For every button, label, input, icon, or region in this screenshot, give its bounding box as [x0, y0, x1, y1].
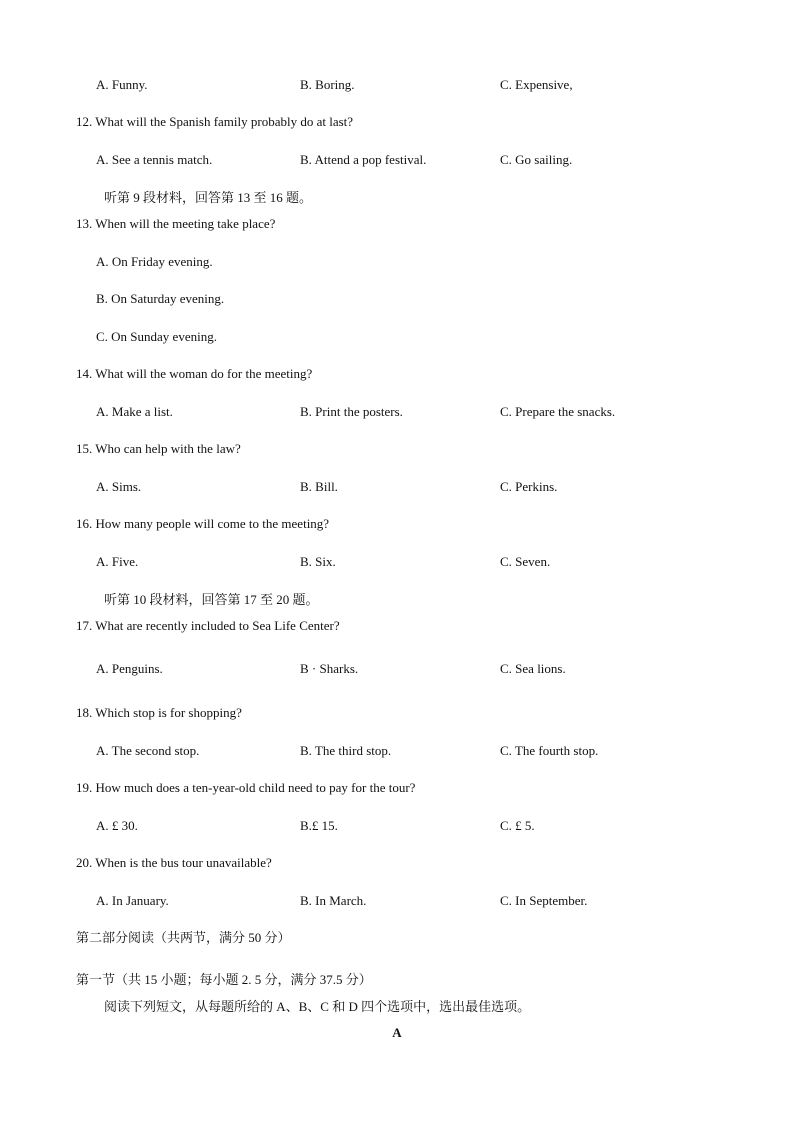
question-text: 18. Which stop is for shopping? — [76, 705, 242, 720]
option-b: B. Attend a pop festival. — [300, 152, 427, 167]
question-text: 13. When will the meeting take place? — [76, 216, 276, 231]
option: C. On Sunday evening. — [96, 329, 217, 344]
question-text: 14. What will the woman do for the meeting? — [76, 366, 313, 381]
option-b: B · Sharks. — [300, 661, 359, 676]
passage-label: A — [392, 1025, 402, 1040]
option-b: B.£ 15. — [300, 818, 338, 833]
option-c: C. Sea lions. — [500, 661, 566, 676]
option-c: C. £ 5. — [500, 818, 535, 833]
option-c: C. Go sailing. — [500, 152, 573, 167]
option-b: B. Six. — [300, 554, 336, 569]
question-text: 15. Who can help with the law? — [76, 441, 241, 456]
question-text: 19. How much does a ten-year-old child need to pay for the tour? — [76, 780, 416, 795]
instruction-text: 听第 10 段材料，回答第 17 至 20 题。 — [104, 592, 319, 607]
option-a: A. £ 30. — [96, 818, 138, 833]
option-a: A. Five. — [96, 554, 139, 569]
option-b: B. Print the posters. — [300, 404, 403, 419]
option-c: C. Seven. — [500, 554, 551, 569]
section-heading: 第一节（共 15 小题；每小题 2. 5 分，满分 37.5 分） — [76, 972, 372, 987]
option-a: A. See a tennis match. — [96, 152, 213, 167]
option-c: C. Expensive, — [500, 77, 573, 92]
option-a: A. In January. — [96, 893, 169, 908]
option-a: A. Make a list. — [96, 404, 173, 419]
option-c: C. In September. — [500, 893, 588, 908]
option-a: A. Sims. — [96, 479, 142, 494]
question-text: 16. How many people will come to the meeting? — [76, 516, 330, 531]
option-a: A. Funny. — [96, 77, 148, 92]
option-c: C. Prepare the snacks. — [500, 404, 616, 419]
question-text: 17. What are recently included to Sea Life Center? — [76, 618, 340, 633]
option-c: C. The fourth stop. — [500, 743, 599, 758]
question-text: 12. What will the Spanish family probably do at last? — [76, 114, 354, 129]
option-a: A. The second stop. — [96, 743, 200, 758]
option-b: B. Bill. — [300, 479, 338, 494]
option-c: C. Perkins. — [500, 479, 558, 494]
instruction-text: 听第 9 段材料，回答第 13 至 16 题。 — [104, 190, 313, 205]
option-a: A. Penguins. — [96, 661, 163, 676]
section-heading: 第二部分阅读（共两节，满分 50 分） — [76, 930, 291, 945]
question-text: 20. When is the bus tour unavailable? — [76, 855, 272, 870]
option: A. On Friday evening. — [96, 254, 213, 269]
instruction-text: 阅读下列短文，从每题所给的 A、B、C 和 D 四个选项中，选出最佳选项。 — [104, 999, 531, 1014]
option-b: B. Boring. — [300, 77, 355, 92]
option-b: B. In March. — [300, 893, 367, 908]
option-b: B. The third stop. — [300, 743, 392, 758]
option: B. On Saturday evening. — [96, 291, 225, 306]
